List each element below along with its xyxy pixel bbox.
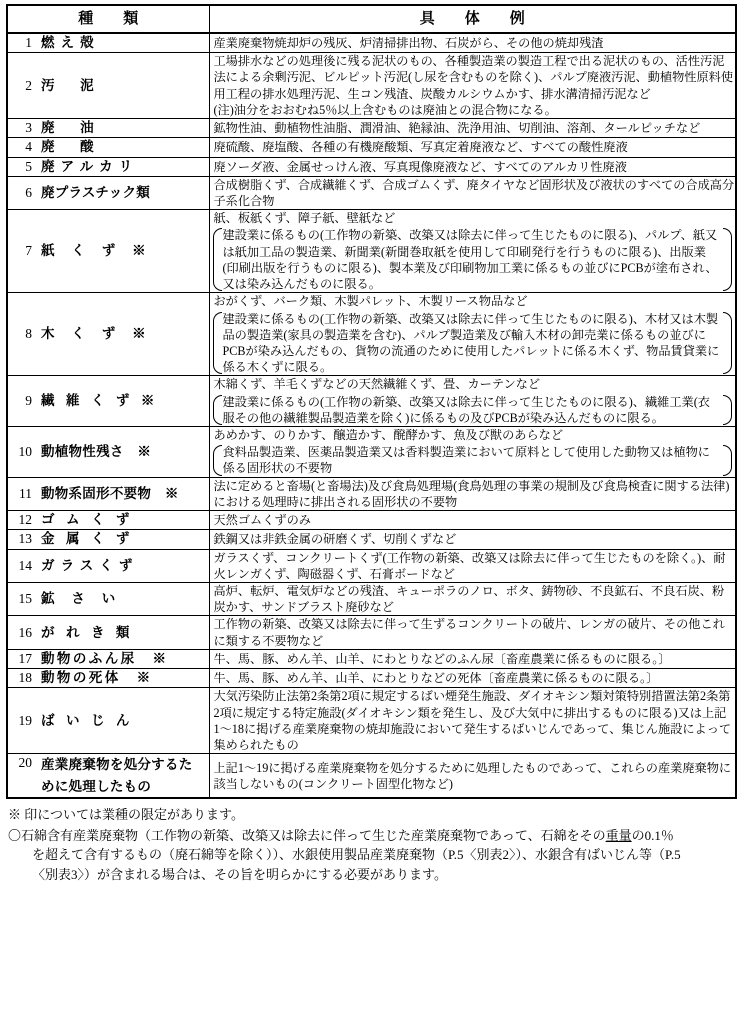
waste-example-cell bbox=[209, 157, 736, 176]
waste-example-text: 工作物の新築、改築又は除去に伴って生ずるコンクリートの破片、レンガの破片、その他これに類する不要物など bbox=[213, 617, 725, 648]
waste-example-cell bbox=[209, 376, 736, 427]
table-row bbox=[7, 427, 736, 478]
waste-example-text: 鉱物性油、動植物性油脂、潤滑油、絶縁油、洗浄用油、切削油、溶剤、タールピッチなど bbox=[213, 121, 701, 136]
footnote-asbestos-part2: の0.1％ bbox=[631, 827, 674, 843]
waste-kind-cell bbox=[7, 649, 209, 668]
waste-kind-number: 3 bbox=[25, 120, 32, 136]
waste-example-cell bbox=[209, 549, 736, 582]
table-row bbox=[7, 138, 736, 157]
waste-kind-name: 鉱さい bbox=[41, 591, 133, 607]
waste-example-cell bbox=[209, 138, 736, 157]
waste-example-cell bbox=[209, 583, 736, 616]
waste-kind-name: 廃アルカリ bbox=[41, 158, 139, 174]
waste-example-text: 牛、馬、豚、めん羊、山羊、にわとりなどのふん尿〔畜産農業に係るものに限る。〕 bbox=[213, 651, 671, 666]
waste-kind-name: 燃え殻 bbox=[41, 35, 100, 50]
waste-restriction-text: 建設業に係るもの(工作物の新築、改築又は除去に伴って生じたものに限る)、繊維工業(衣服その他の繊維製品製造業を除く)に係るもの及びPCBが染み込んだものに限る。 bbox=[222, 394, 710, 425]
table-row bbox=[7, 549, 736, 582]
waste-example-text: 廃硫酸、廃塩酸、各種の有機廃酸類、写真定着廃液など、すべての酸性廃液 bbox=[213, 140, 628, 155]
table-row bbox=[7, 688, 736, 754]
waste-example-cell bbox=[209, 511, 736, 530]
waste-kind-number: 18 bbox=[18, 670, 32, 686]
table-row bbox=[7, 33, 736, 53]
waste-kind-number: 13 bbox=[18, 531, 32, 547]
waste-restriction-text: 建設業に係るもの(工作物の新築、改築又は除去に伴って生じたものに限る)、木材又は木製品の製造業(家具の製造業を含む)、パルプ製造業及び輸入木材の卸売業に係るもの並びにPCBが染み込んだもの、貨物の流通のために使用したパレットに係る木くず、物品賃貸業に係る木くずに限る。 bbox=[222, 311, 720, 375]
table-row bbox=[7, 293, 736, 376]
waste-example-text: 天然ゴムくずのみ bbox=[213, 513, 311, 528]
waste-example-cell bbox=[209, 477, 736, 510]
waste-kind-cell bbox=[7, 376, 209, 427]
waste-kind-name: 金属くず bbox=[41, 531, 141, 547]
waste-restriction-text: 食料品製造業、医薬品製造業又は香料製造業において原料として使用した動物又は植物に係る固形状の不要物 bbox=[222, 445, 710, 476]
waste-example-text: ガラスくず、コンクリートくず(工作物の新築、改築又は除去に伴って生じたものを除く。)、耐火レンガくず、陶磁器くず、石膏ボードなど bbox=[213, 550, 726, 581]
waste-kind-name: 動物のふん尿 ※ bbox=[41, 650, 169, 666]
waste-kind-name: 動植物性残さ ※ bbox=[41, 443, 152, 459]
waste-example-cell bbox=[209, 293, 736, 376]
right-brace-icon bbox=[723, 227, 735, 292]
waste-example-cell bbox=[209, 119, 736, 138]
right-brace-icon bbox=[723, 394, 735, 426]
waste-kind-name: 木くず※ bbox=[41, 326, 163, 342]
waste-kind-cell bbox=[7, 511, 209, 530]
waste-kind-name: 産業廃棄物を処分するために処理したもの bbox=[41, 757, 193, 794]
waste-kind-number: 15 bbox=[18, 591, 32, 607]
waste-kind-cell bbox=[7, 549, 209, 582]
waste-example-text: 工場排水などの処理後に残る泥状のもの、各種製造業の製造工程で出る泥状のもの、活性汚泥法による余剰汚泥、ビルピット汚泥(し尿を含むものを除く)、パルプ廃液汚泥、動植物性原料使用工程の排水処理汚泥、生コン残渣、炭酸カルシウムかす、排水溝清掃汚泥など bbox=[213, 54, 734, 101]
table-row bbox=[7, 669, 736, 688]
table-row bbox=[7, 376, 736, 427]
waste-example-note: (注)油分をおおむね5％以上含むものは廃油との混合物になる。 bbox=[213, 102, 557, 117]
waste-kind-cell bbox=[7, 138, 209, 157]
industrial-waste-table bbox=[6, 4, 737, 799]
waste-kind-number: 16 bbox=[18, 624, 32, 640]
waste-example-cell bbox=[209, 210, 736, 293]
table-body bbox=[7, 33, 736, 798]
waste-restriction-text: 建設業に係るもの(工作物の新築、改築又は除去に伴って生じたものに限る)、パルプ、紙又は紙加工品の製造業、新聞業(新聞巻取紙を使用して印刷発行を行うものに限る)、出版業(印刷出版を行うものに限る)、製本業及び印刷物加工業に係るもの並びにPCBが塗布され、又は染み込んだものに限る。 bbox=[222, 228, 718, 292]
left-brace-icon bbox=[210, 311, 222, 376]
waste-example-text: 木綿くず、羊毛くずなどの天然繊維くず、畳、カーテンなど bbox=[213, 377, 541, 392]
table-row bbox=[7, 53, 736, 119]
waste-kind-name: 繊維くず※ bbox=[41, 393, 166, 409]
table-row bbox=[7, 157, 736, 176]
table-row bbox=[7, 511, 736, 530]
waste-example-text: 合成樹脂くず、合成繊維くず、合成ゴムくず、廃タイヤなど固形状及び液状のすべての合成高分子系化合物 bbox=[213, 177, 735, 208]
table-row bbox=[7, 530, 736, 549]
waste-example-cell bbox=[209, 754, 736, 799]
waste-example-cell bbox=[209, 53, 736, 119]
footnotes bbox=[6, 805, 737, 884]
waste-example-cell bbox=[209, 530, 736, 549]
header-example: 具 体 例 bbox=[209, 5, 736, 33]
waste-kind-cell bbox=[7, 616, 209, 649]
waste-example-cell bbox=[209, 669, 736, 688]
waste-kind-number: 11 bbox=[19, 485, 32, 501]
waste-kind-name: 廃 油 bbox=[41, 120, 100, 136]
waste-example-text: 法に定めると畜場(と畜場法)及び食鳥処理場(食鳥処理の事業の規制及び食鳥検査に関する法律)における処理時に排出される固形状の不要物 bbox=[213, 478, 730, 509]
waste-example-text: 大気汚染防止法第2条第2項に規定するばい煙発生施設、ダイオキシン類対策特別措置法第2条第2項に規定する特定施設(ダイオキシン類を発生し、及び大気中に排出するものに限る)又は上記1〜18に掲げる産業廃棄物の焼却施設において発生するばいじんであって、集じん施設によって集められたもの bbox=[213, 689, 732, 752]
waste-kind-number: 2 bbox=[25, 77, 32, 93]
waste-kind-number: 4 bbox=[25, 139, 32, 155]
waste-kind-number: 5 bbox=[25, 158, 32, 174]
waste-example-text: 高炉、転炉、電気炉などの残渣、キューポラのノロ、ボタ、鋳物砂、不良鉱石、不良石炭、粉炭かす、サンドブラスト廃砂など bbox=[213, 584, 725, 615]
waste-restriction-block bbox=[210, 227, 736, 292]
waste-kind-cell bbox=[7, 530, 209, 549]
table-header-row bbox=[7, 5, 736, 33]
waste-restriction-block bbox=[210, 394, 736, 426]
waste-kind-number: 7 bbox=[25, 243, 32, 259]
waste-kind-number: 19 bbox=[18, 712, 32, 728]
waste-kind-cell bbox=[7, 293, 209, 376]
waste-kind-cell bbox=[7, 477, 209, 510]
waste-kind-number: 9 bbox=[25, 393, 32, 409]
waste-kind-name: 紙くず※ bbox=[41, 243, 163, 259]
table-row bbox=[7, 616, 736, 649]
left-brace-icon bbox=[210, 444, 222, 476]
table-row bbox=[7, 176, 736, 209]
waste-kind-number: 20 bbox=[18, 755, 32, 771]
table-row bbox=[7, 477, 736, 510]
footnote-asterisk: ※ 印については業種の限定があります。 bbox=[8, 807, 244, 823]
waste-example-text: 廃ソーダ液、金属せっけん液、写真現像廃液など、すべてのアルカリ性廃液 bbox=[213, 159, 627, 174]
footnote-asbestos bbox=[8, 826, 737, 885]
waste-kind-name: ばいじん bbox=[41, 712, 141, 728]
waste-example-text: 上記1〜19に掲げる産業廃棄物を処分するために処理したものであって、これらの産業廃棄物に該当しないもの(コンクリート固型化物など) bbox=[213, 760, 732, 791]
waste-kind-number: 17 bbox=[18, 650, 32, 666]
table-row bbox=[7, 583, 736, 616]
waste-example-cell bbox=[209, 649, 736, 668]
waste-example-text: 牛、馬、豚、めん羊、山羊、にわとりなどの死体〔畜産農業に係るものに限る。〕 bbox=[213, 671, 659, 686]
waste-kind-cell bbox=[7, 53, 209, 119]
footnote-asbestos-part3: を超えて含有するもの（廃石綿等を除く））、水銀使用製品産業廃棄物（P.5〈別表2〉）、水銀含有ばいじん等（P.5 bbox=[32, 847, 681, 863]
waste-kind-name: がれき類 bbox=[41, 624, 141, 640]
waste-kind-name: 動物系固形不要物 ※ bbox=[41, 485, 179, 501]
header-kind: 種 類 bbox=[7, 5, 209, 33]
footnote-asbestos-weight: 重量 bbox=[605, 827, 632, 843]
waste-kind-cell bbox=[7, 583, 209, 616]
waste-kind-name: 廃 酸 bbox=[41, 139, 100, 155]
waste-restriction-block bbox=[210, 311, 736, 376]
waste-kind-cell bbox=[7, 119, 209, 138]
left-brace-icon bbox=[210, 394, 222, 426]
waste-kind-cell bbox=[7, 688, 209, 754]
waste-kind-number: 1 bbox=[25, 35, 32, 50]
table-row bbox=[7, 649, 736, 668]
left-brace-icon bbox=[210, 227, 222, 292]
waste-example-cell bbox=[209, 688, 736, 754]
waste-example-cell bbox=[209, 427, 736, 478]
footnote-asbestos-part1: 〇石綿含有産業廃棄物（工作物の新築、改築又は除去に伴って生じた産業廃棄物であって、石綿をその bbox=[8, 827, 606, 843]
waste-kind-cell bbox=[7, 157, 209, 176]
waste-kind-name: 汚 泥 bbox=[41, 77, 100, 93]
table-row bbox=[7, 754, 736, 799]
waste-kind-name: 廃プラスチック類 bbox=[41, 184, 151, 200]
waste-example-text: おがくず、バーク類、木製パレット、木製リース物品など bbox=[213, 294, 528, 309]
waste-kind-number: 6 bbox=[25, 184, 32, 200]
waste-example-text: あめかす、のりかす、醸造かす、醗酵かす、魚及び獣のあらなど bbox=[213, 428, 564, 443]
waste-kind-cell bbox=[7, 33, 209, 53]
waste-kind-cell bbox=[7, 754, 209, 799]
right-brace-icon bbox=[723, 444, 735, 476]
footnote-asbestos-part4: 〈別表3〉）が含まれる場合は、その旨を明らかにする必要があります。 bbox=[32, 866, 447, 882]
right-brace-icon bbox=[723, 311, 735, 376]
table-row bbox=[7, 210, 736, 293]
waste-restriction-block bbox=[210, 444, 736, 476]
waste-kind-cell bbox=[7, 176, 209, 209]
waste-kind-name: ゴムくず bbox=[41, 512, 141, 528]
waste-example-cell bbox=[209, 176, 736, 209]
waste-kind-cell bbox=[7, 669, 209, 688]
waste-kind-number: 12 bbox=[18, 512, 32, 528]
waste-example-text: 紙、板紙くず、障子紙、壁紙など bbox=[213, 211, 396, 226]
waste-kind-name: 動物の死体 ※ bbox=[41, 670, 153, 686]
waste-example-text: 鉄鋼又は非鉄金属の研磨くず、切削くずなど bbox=[213, 532, 457, 547]
waste-kind-number: 8 bbox=[25, 326, 32, 342]
waste-example-cell bbox=[209, 616, 736, 649]
waste-example-text: 産業廃棄物焼却炉の残灰、炉清掃排出物、石炭がら、その他の焼却残渣 bbox=[213, 36, 604, 50]
waste-kind-name: ガラスくず bbox=[41, 557, 139, 573]
waste-kind-number: 14 bbox=[18, 557, 32, 573]
waste-kind-number: 10 bbox=[18, 443, 32, 459]
waste-kind-cell bbox=[7, 210, 209, 293]
table-row bbox=[7, 119, 736, 138]
waste-example-cell bbox=[209, 33, 736, 53]
waste-kind-cell bbox=[7, 427, 209, 478]
